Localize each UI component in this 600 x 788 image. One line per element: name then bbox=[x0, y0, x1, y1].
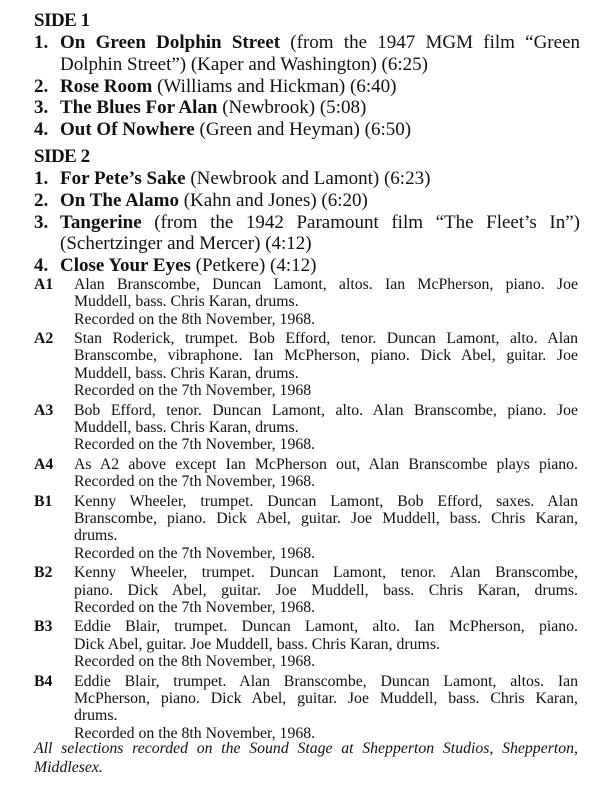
personnel-text bbox=[74, 402, 578, 454]
track-item bbox=[34, 190, 580, 212]
track-number: 4. bbox=[34, 119, 49, 141]
personnel-text bbox=[74, 276, 578, 328]
personnel-line: Kenny Wheeler, trumpet. Duncan Lamont, Bob Efford, saxes. Alan bbox=[74, 492, 578, 510]
personnel-text bbox=[74, 673, 578, 742]
personnel-text bbox=[74, 564, 578, 616]
personnel-line: As A2 above except Ian McPherson out, Alan Branscombe plays piano. bbox=[74, 455, 578, 473]
track-title: Rose Room bbox=[60, 75, 153, 97]
personnel-entry bbox=[34, 402, 578, 454]
track-title: On The Alamo bbox=[60, 189, 179, 211]
side-title: SIDE 1 bbox=[34, 10, 90, 31]
personnel-line: Bob Efford, tenor. Duncan Lamont, alto. Alan Branscombe, piano. Joe bbox=[74, 401, 578, 419]
personnel-line: Muddell, bass. Chris Karan, drums. bbox=[74, 418, 299, 436]
track-title: For Pete’s Sake bbox=[60, 168, 186, 189]
personnel-line: Recorded on the 8th November, 1968. bbox=[74, 724, 316, 742]
track-number: 3. bbox=[34, 97, 49, 119]
track-details: (Petkere) (4:12) bbox=[190, 255, 317, 277]
personnel-line: Eddie Blair, trumpet. Duncan Lamont, alto. Ian McPherson, piano. bbox=[74, 618, 578, 636]
side-title: SIDE 2 bbox=[34, 146, 90, 167]
track-item bbox=[34, 76, 580, 98]
recording-note bbox=[34, 739, 578, 777]
personnel-entry bbox=[34, 564, 578, 616]
track-item bbox=[34, 32, 580, 76]
personnel-text bbox=[74, 493, 578, 562]
track-details: (Newbrook) (5:08) bbox=[217, 97, 367, 119]
personnel-line: McPherson, piano. Dick Abel, guitar. Joe Muddell, bass. Chris Karan, bbox=[74, 689, 578, 707]
track-title: On Green Dolphin Street bbox=[60, 32, 281, 53]
track-line bbox=[60, 97, 580, 119]
track-code: B3 bbox=[34, 618, 53, 636]
track-body bbox=[60, 255, 580, 277]
track-number: 2. bbox=[34, 189, 49, 211]
personnel-line: Stan Roderick, trumpet. Bob Efford, tenor. Duncan Lamont, alto. Alan bbox=[74, 330, 578, 348]
track-line bbox=[60, 119, 580, 141]
personnel-text bbox=[74, 330, 578, 399]
track-item bbox=[34, 212, 580, 256]
recording-note-line: Middlesex. bbox=[34, 759, 103, 776]
personnel-entry bbox=[34, 276, 578, 328]
track-code: B2 bbox=[34, 564, 53, 582]
track-body bbox=[60, 119, 580, 141]
personnel-text bbox=[74, 456, 578, 491]
track-code: B1 bbox=[34, 492, 53, 510]
side-1-tracklist bbox=[34, 10, 580, 141]
track-details-cont: (Schertzinger and Mercer) (4:12) bbox=[60, 233, 312, 255]
track-details: (Newbrook and Lamont) (6:23) bbox=[185, 168, 431, 189]
personnel-line: drums. bbox=[74, 707, 118, 725]
personnel-line: Recorded on the 7th November, 1968. bbox=[74, 473, 316, 491]
track-number: 1. bbox=[34, 168, 49, 189]
personnel-line: Recorded on the 7th November, 1968. bbox=[74, 544, 316, 562]
track-item bbox=[34, 168, 580, 190]
track-title: Tangerine bbox=[60, 211, 142, 233]
personnel-entry bbox=[34, 330, 578, 399]
track-item bbox=[34, 119, 580, 141]
track-body bbox=[60, 32, 580, 76]
personnel-line: Branscombe, piano. Dick Abel, guitar. Joe Muddell, bass. Chris Karan, bbox=[74, 510, 578, 528]
track-details: (Green and Heyman) (6:50) bbox=[194, 119, 412, 141]
personnel-line: Recorded on the 7th November, 1968. bbox=[74, 436, 316, 454]
track-body bbox=[60, 212, 580, 256]
track-line bbox=[60, 168, 580, 190]
track-item bbox=[34, 255, 580, 277]
track-title: Close Your Eyes bbox=[60, 255, 191, 277]
track-item bbox=[34, 97, 580, 119]
track-body bbox=[60, 97, 580, 119]
track-code: A1 bbox=[34, 276, 54, 293]
personnel-entry bbox=[34, 618, 578, 670]
personnel-line: Recorded on the 7th November, 1968 bbox=[74, 382, 312, 400]
personnel-entry bbox=[34, 673, 578, 742]
track-code: B4 bbox=[34, 672, 53, 690]
track-title: Out Of Nowhere bbox=[60, 119, 195, 141]
track-details: (Williams and Hickman) (6:40) bbox=[152, 75, 397, 97]
personnel-line: Kenny Wheeler, trumpet. Duncan Lamont, tenor. Alan Branscombe, bbox=[74, 564, 578, 582]
personnel-line: Alan Branscombe, Duncan Lamont, altos. Ian McPherson, piano. Joe bbox=[74, 276, 578, 293]
track-line bbox=[60, 32, 580, 54]
track-line bbox=[60, 212, 580, 234]
track-line bbox=[60, 255, 580, 277]
personnel-line: Recorded on the 8th November, 1968. bbox=[74, 653, 316, 671]
track-number: 4. bbox=[34, 255, 49, 277]
recording-note-line: All selections recorded on the Sound Stage at Shepperton Studios, Shepperton, bbox=[34, 740, 578, 757]
track-body bbox=[60, 168, 580, 190]
track-body bbox=[60, 190, 580, 212]
track-line bbox=[60, 190, 580, 212]
personnel-line: Recorded on the 8th November, 1968. bbox=[74, 310, 316, 328]
side-2-tracklist bbox=[34, 146, 580, 277]
track-details-cont: Dolphin Street”) (Kaper and Washington) (6:25) bbox=[60, 53, 428, 75]
personnel-line: piano. Dick Abel, guitar. Joe Muddell, bass. Chris Karan, drums. bbox=[74, 581, 578, 599]
personnel-list bbox=[34, 276, 578, 744]
personnel-text bbox=[74, 618, 578, 670]
track-title: The Blues For Alan bbox=[60, 97, 218, 119]
track-number: 2. bbox=[34, 75, 49, 97]
personnel-line: Eddie Blair, trumpet. Alan Branscombe, Duncan Lamont, altos. Ian bbox=[74, 672, 578, 690]
track-number: 3. bbox=[34, 211, 49, 233]
track-number: 1. bbox=[34, 32, 49, 53]
track-details: (from the 1947 MGM film “Green bbox=[280, 32, 580, 53]
track-body bbox=[60, 76, 580, 98]
personnel-line: Muddell, bass. Chris Karan, drums. bbox=[74, 364, 299, 382]
track-code: A4 bbox=[34, 455, 54, 473]
personnel-line: Recorded on the 7th November, 1968. bbox=[74, 598, 316, 616]
track-code: A2 bbox=[34, 330, 54, 348]
personnel-line: Dick Abel, guitar. Joe Muddell, bass. Chris Karan, drums. bbox=[74, 635, 440, 653]
personnel-entry bbox=[34, 456, 578, 491]
track-details: (Kahn and Jones) (6:20) bbox=[178, 189, 368, 211]
track-details: (from the 1942 Paramount film “The Fleet’s In”) bbox=[141, 211, 580, 233]
track-line bbox=[60, 76, 580, 98]
track-code: A3 bbox=[34, 401, 54, 419]
personnel-entry bbox=[34, 493, 578, 562]
personnel-line: drums. bbox=[74, 527, 118, 545]
personnel-line: Branscombe, vibraphone. Ian McPherson, piano. Dick Abel, guitar. Joe bbox=[74, 347, 578, 365]
personnel-line: Muddell, bass. Chris Karan, drums. bbox=[74, 293, 299, 311]
